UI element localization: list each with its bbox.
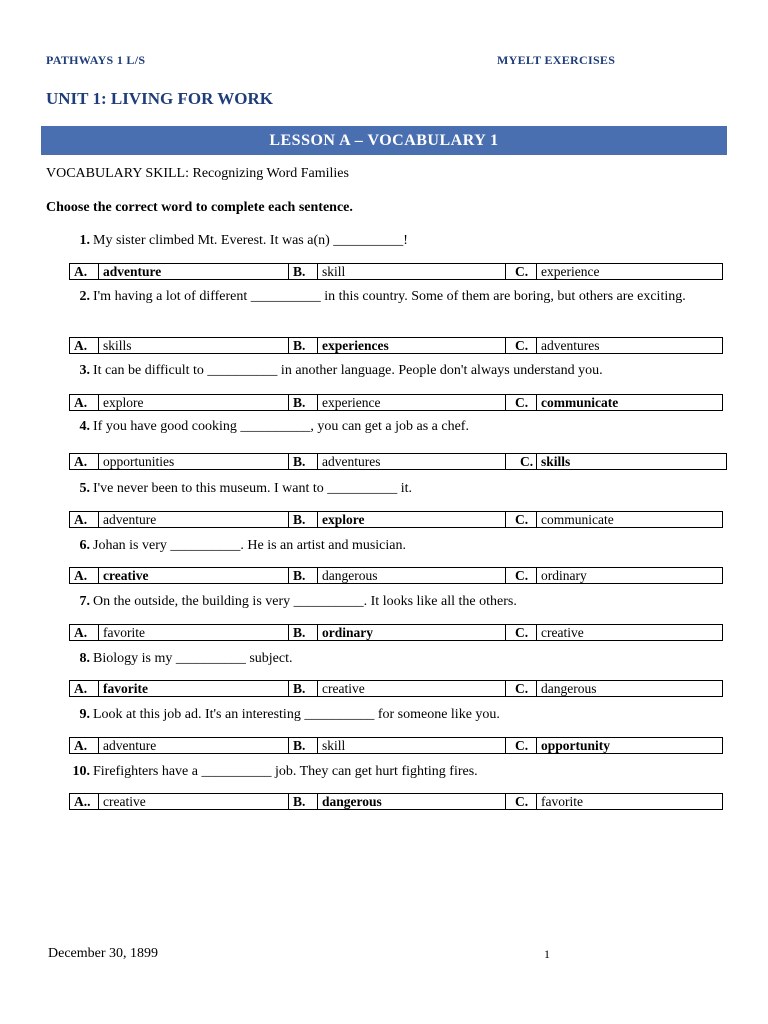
question-number: 1. bbox=[79, 233, 90, 248]
header-course-title: PATHWAYS 1 L/S bbox=[46, 53, 146, 67]
option-c-label: C. bbox=[506, 512, 537, 527]
option-b[interactable]: adventures bbox=[318, 454, 506, 469]
option-a-label: A. bbox=[70, 625, 99, 640]
option-c[interactable]: communicate bbox=[541, 512, 614, 527]
answer-row-2 bbox=[69, 337, 723, 354]
answer-row-6 bbox=[69, 567, 723, 584]
option-a[interactable]: creative bbox=[99, 794, 289, 809]
option-c[interactable]: opportunity bbox=[541, 738, 611, 753]
option-c[interactable]: adventures bbox=[541, 338, 600, 353]
question-number: 5. bbox=[79, 481, 90, 496]
question-7 bbox=[79, 593, 713, 611]
question-text: On the outside, the building is very __________. It looks like all the others. bbox=[93, 594, 517, 609]
option-a-label: A. bbox=[70, 568, 99, 583]
answer-row-1 bbox=[69, 263, 723, 280]
question-6 bbox=[79, 537, 713, 555]
answer-row-10 bbox=[69, 793, 723, 810]
question-1 bbox=[79, 232, 713, 250]
question-text: If you have good cooking __________, you can get a job as a chef. bbox=[93, 419, 469, 434]
option-b-label: B. bbox=[289, 625, 318, 640]
option-a[interactable]: favorite bbox=[99, 625, 289, 640]
unit-title: UNIT 1: LIVING FOR WORK bbox=[46, 89, 274, 108]
answer-row-3 bbox=[69, 394, 723, 411]
option-b-label: B. bbox=[289, 338, 318, 353]
option-b-label: B. bbox=[289, 794, 318, 809]
instruction-text: Choose the correct word to complete each sentence. bbox=[46, 200, 353, 215]
option-c[interactable]: favorite bbox=[541, 794, 583, 809]
option-c-label: C. bbox=[506, 454, 537, 469]
page-number: 1 bbox=[544, 947, 550, 961]
question-8 bbox=[79, 650, 713, 668]
header-exercise-label: MYELT EXERCISES bbox=[497, 53, 616, 67]
option-b-label: B. bbox=[289, 738, 318, 753]
option-c[interactable]: dangerous bbox=[541, 681, 597, 696]
option-c[interactable]: ordinary bbox=[541, 568, 587, 583]
option-c-label: C. bbox=[506, 264, 537, 279]
question-number: 3. bbox=[79, 363, 90, 378]
option-a-label: A. bbox=[70, 454, 99, 469]
option-b-label: B. bbox=[289, 395, 318, 410]
option-c-label: C. bbox=[506, 338, 537, 353]
option-c[interactable]: communicate bbox=[541, 395, 619, 410]
option-b[interactable]: ordinary bbox=[318, 625, 506, 640]
option-b-label: B. bbox=[289, 681, 318, 696]
option-b[interactable]: explore bbox=[318, 512, 506, 527]
question-3 bbox=[79, 362, 713, 380]
option-b[interactable]: experience bbox=[318, 395, 506, 410]
question-9 bbox=[79, 706, 713, 724]
answer-row-8 bbox=[69, 680, 723, 697]
option-b-label: B. bbox=[289, 512, 318, 527]
question-number: 8. bbox=[79, 651, 90, 666]
option-a[interactable]: adventure bbox=[99, 738, 289, 753]
question-number: 9. bbox=[79, 707, 90, 722]
question-number: 6. bbox=[79, 538, 90, 553]
option-a-label: A. bbox=[70, 395, 99, 410]
question-text: My sister climbed Mt. Everest. It was a(n) __________! bbox=[93, 233, 408, 248]
question-text: Look at this job ad. It's an interesting __________ for someone like you. bbox=[93, 707, 500, 722]
option-a-label: A. bbox=[70, 738, 99, 753]
question-text: Firefighters have a __________ job. They can get hurt fighting fires. bbox=[93, 764, 478, 779]
option-a-label: A. bbox=[70, 338, 99, 353]
question-text: Biology is my __________ subject. bbox=[93, 651, 293, 666]
option-c-label: C. bbox=[506, 681, 537, 696]
option-c-label: C. bbox=[506, 395, 537, 410]
option-b[interactable]: dangerous bbox=[318, 794, 506, 809]
question-number: 7. bbox=[79, 594, 90, 609]
option-c[interactable]: creative bbox=[541, 625, 584, 640]
option-a-label: A. bbox=[70, 681, 99, 696]
option-a[interactable]: opportunities bbox=[99, 454, 289, 469]
option-c[interactable]: skills bbox=[541, 454, 571, 469]
option-b-label: B. bbox=[289, 568, 318, 583]
option-a[interactable]: explore bbox=[99, 395, 289, 410]
footer-date: December 30, 1899 bbox=[48, 946, 159, 961]
option-c-label: C. bbox=[506, 794, 537, 809]
lesson-banner: LESSON A – VOCABULARY 1 bbox=[41, 126, 727, 155]
question-text: I've never been to this museum. I want to __________ it. bbox=[93, 481, 413, 496]
option-a[interactable]: adventure bbox=[99, 264, 289, 279]
question-10 bbox=[72, 763, 713, 781]
question-number: 4. bbox=[79, 419, 90, 434]
option-a[interactable]: adventure bbox=[99, 512, 289, 527]
option-c-label: C. bbox=[506, 568, 537, 583]
option-a-label: A. bbox=[70, 512, 99, 527]
answer-row-9 bbox=[69, 737, 723, 754]
answer-row-4 bbox=[69, 453, 727, 470]
vocabulary-skill-line: VOCABULARY SKILL: Recognizing Word Families bbox=[46, 166, 349, 181]
question-2 bbox=[79, 288, 713, 306]
question-4 bbox=[79, 418, 713, 436]
option-a[interactable]: favorite bbox=[99, 681, 289, 696]
option-b[interactable]: skill bbox=[318, 264, 506, 279]
option-a-label: A. bbox=[70, 264, 99, 279]
question-5 bbox=[79, 480, 713, 498]
question-text: It can be difficult to __________ in another language. People don't always understand you. bbox=[93, 363, 603, 378]
option-a-label: A.. bbox=[70, 794, 99, 809]
question-text: Johan is very __________. He is an artist and musician. bbox=[93, 538, 407, 553]
question-number: 2. bbox=[79, 289, 90, 304]
option-b[interactable]: experiences bbox=[318, 338, 506, 353]
option-c-label: C. bbox=[506, 625, 537, 640]
option-a[interactable]: creative bbox=[99, 568, 289, 583]
question-text: I'm having a lot of different __________ in this country. Some of them are boring, but others are exciting. bbox=[93, 289, 686, 304]
option-c[interactable]: experience bbox=[541, 264, 600, 279]
question-number: 10. bbox=[72, 764, 90, 779]
option-b-label: B. bbox=[289, 264, 318, 279]
option-b[interactable]: dangerous bbox=[318, 568, 506, 583]
option-c-label: C. bbox=[506, 738, 537, 753]
answer-row-7 bbox=[69, 624, 723, 641]
option-b[interactable]: creative bbox=[318, 681, 506, 696]
answer-row-5 bbox=[69, 511, 723, 528]
option-b[interactable]: skill bbox=[318, 738, 506, 753]
option-a[interactable]: skills bbox=[99, 338, 289, 353]
option-b-label: B. bbox=[289, 454, 318, 469]
